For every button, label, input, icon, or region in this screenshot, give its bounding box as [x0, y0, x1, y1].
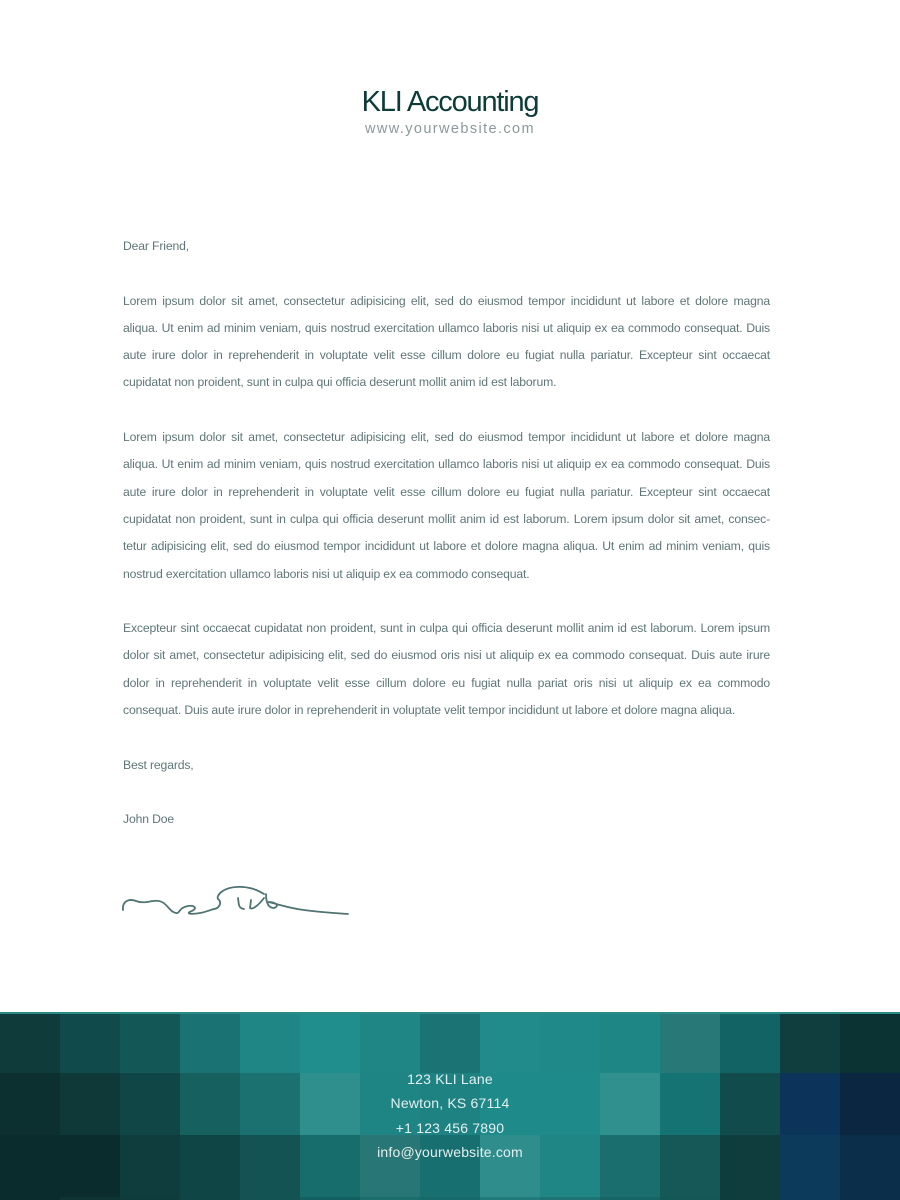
company-website: www.yourwebsite.com: [364, 121, 536, 137]
mosaic-tile: [780, 1014, 840, 1073]
mosaic-tile: [300, 1014, 360, 1073]
address-line-1: 123 KLI Lane: [407, 1071, 493, 1087]
company-name: KLI Accounting: [361, 86, 539, 118]
paragraph: Lorem ipsum dolor sit amet, consectetur adipisicing elit, sed do eiusmod tempor incididunt ut labore et dolore magna aliqua. Ut enim ad minim veniam, quis nostrud exercitation ullamco laboris nisi ut aliquip ex ea commodo consequat. Duis aute irure dolor in reprehenderit in voluptate velit esse cillum dolore eu fugiat nulla pariatur. Excepteur sint occaecat cupidatat non proident, sunt in culpa qui officia deserunt mollit anim id est laborum. Lorem ipsum dolor sit amet, consec-tetur adipisicing elit, sed do eiusmod tempor incididunt ut labore et dolore magna aliqua. Ut enim ad minim veniam, quis nostrud exercitation ullamco laboris nisi ut aliquip ex ea commodo consequat.: [123, 430, 770, 581]
mosaic-tile: [720, 1014, 780, 1073]
signer-name: John Doe: [123, 812, 174, 827]
phone-number: +1 123 456 7890: [395, 1119, 505, 1136]
signature-image: [118, 880, 358, 925]
mosaic-tile: [240, 1014, 300, 1073]
mosaic-tile: [600, 1014, 660, 1073]
paragraph: Lorem ipsum dolor sit amet, consectetur adipisicing elit, sed do eiusmod tempor incididunt ut labore et dolore magna aliqua. Ut enim ad minim veniam, quis nostrud exercitation ullamco laboris nisi ut aliquip ex ea commodo consequat. Duis aute irure dolor in reprehenderit in voluptate velit esse cillum dolore eu fugiat nulla pariatur. Excepteur sint occaecat cupidatat non proident, sunt in culpa qui officia deserunt mollit anim id est laborum.: [123, 293, 770, 390]
mosaic-tile: [60, 1014, 120, 1073]
address-line-2: Newton, KS 67114: [390, 1095, 510, 1112]
closing: Best regards,: [123, 757, 194, 772]
mosaic-tile: [420, 1014, 480, 1073]
letter-body: [123, 233, 770, 861]
mosaic-tile: [840, 1014, 900, 1073]
mosaic-tile: [540, 1014, 600, 1073]
email-address: info@yourwebsite.com: [377, 1143, 523, 1160]
mosaic-tile: [120, 1014, 180, 1073]
mosaic-tile: [480, 1014, 540, 1073]
greeting: Dear Friend,: [123, 239, 189, 253]
mosaic-tile: [360, 1014, 420, 1073]
letterhead: [0, 84, 900, 138]
paragraph: Excepteur sint occaecat cupidatat non proident, sunt in culpa qui officia deserunt mollit anim id est laborum. Lorem ipsum dolor sit amet, consectetur adipisicing elit, sed do eiusmod oris nisi ut aliquip ex ea commodo consequat. Duis aute irure dolor in reprehenderit in voluptate velit esse cillum dolore eu fugiat nulla pariat oris nisi ut aliquip ex ea commodo consequat. Duis aute irure dolor in reprehenderit in voluptate velit tempor incididunt ut labore et dolore magna aliqua.: [123, 621, 770, 718]
footer-contact: [0, 1067, 900, 1164]
mosaic-tile: [0, 1014, 60, 1073]
mosaic-tile: [180, 1014, 240, 1073]
mosaic-tile: [660, 1014, 720, 1073]
